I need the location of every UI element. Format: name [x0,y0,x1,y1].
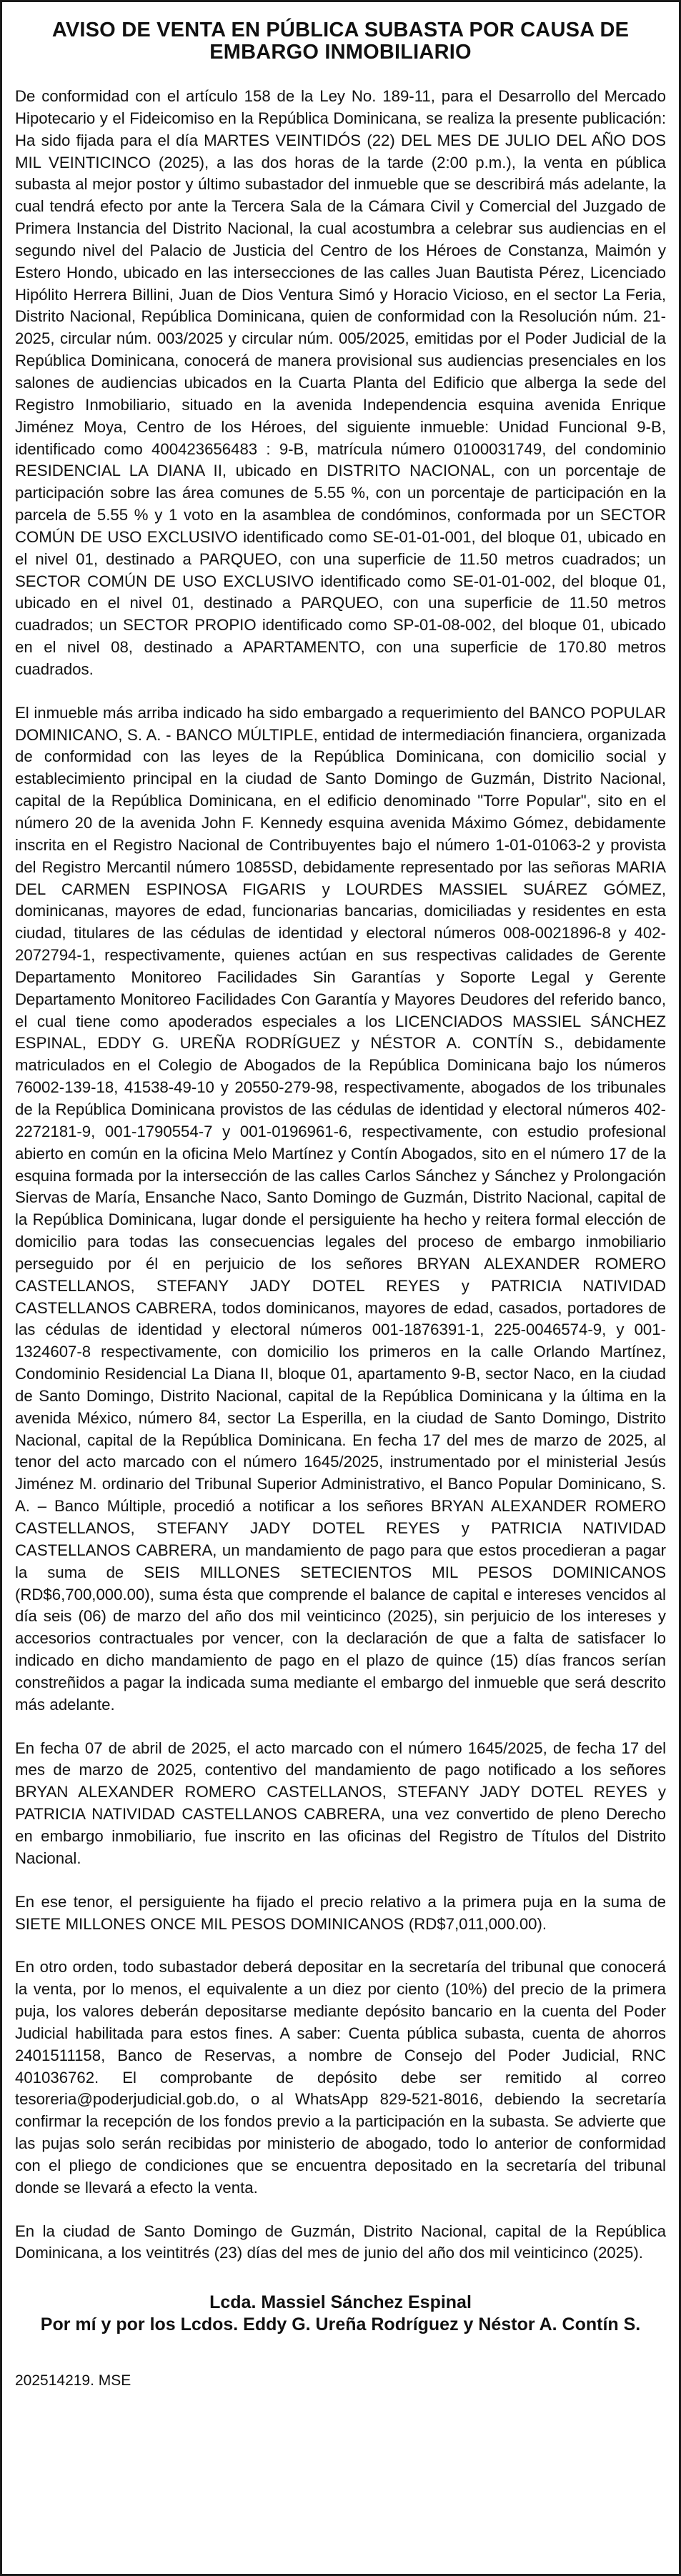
notice-content [15,19,666,2567]
notice-paragraph-place-and-date: En la ciudad de Santo Domingo de Guzmán, Distrito Nacional, capital de la República Dominicana, a los veintitrés (23) días del mes de junio del año dos mil veinticinco (2025). [15,2222,666,2262]
signature-on-behalf: Por mí y por los Lcdos. Eddy G. Ureña Rodríguez y Néstor A. Contín S. [40,2314,641,2335]
notice-title: AVISO DE VENTA EN PÚBLICA SUBASTA POR CAUSA DE EMBARGO INMOBILIARIO [51,19,630,64]
notice-paragraph-deposit-requirements: En otro orden, todo subastador deberá depositar en la secretaría del tribunal que conocerá la venta, por lo menos, el equivalente a un diez por ciento (10%) del precio de la primera puja, los valores deberán depositarse mediante depósito bancario en la cuenta del Poder Judicial habilitada para estos fines. A saber: Cuenta pública subasta, cuenta de ahorros 2401511158, Banco de Reservas, a nombre de Consejo del Poder Judicial, RNC 401036762. El comprobante de depósito debe ser remitido al correo tesoreria@poderjudicial.gob.do, o al WhatsApp 829-521-8016, debiendo la secretaría confirmar la recepción de los fondos previo a la participación en la subasta. Se advierte que las pujas solo serán recibidas por ministerio de abogado, todo lo anterior de conformidad con el pliego de condiciones que se encuentra depositado en la secretaría del tribunal donde se llevará a efecto la venta. [15,1958,666,2197]
notice-paragraph-auction-details: De conformidad con el artículo 158 de la Ley No. 189-11, para el Desarrollo del Mercado Hipotecario y el Fideicomiso en la República Dominicana, se realiza la presente publicación: Ha sido fijada para el día MARTES VEINTIDÓS (22) DEL MES DE JULIO DEL AÑO DOS MIL VEINTICINCO (2025), a las dos horas de la tarde (2:00 p.m.), la venta en pública subasta al mejor postor y último subastador del inmueble que se describirá más adelante, la cual tendrá efecto por ante la Tercera Sala de la Cámara Civil y Comercial del Juzgado de Primera Instancia del Distrito Nacional, la cual acostumbra a celebrar sus audiencias en el segundo nivel del Palacio de Justicia del Centro de los Héroes de Constanza, Maimón y Estero Hondo, ubicado en las intersecciones de las calles Juan Bautista Pérez, Licenciado Hipólito Herrera Billini, Juan de Dios Ventura Simó y Horacio Vicioso, en el sector La Feria, Distrito Nacional, República Dominicana, quien de conformidad con la Resolución núm. 21-2025, circular núm. 003/2025 y circular núm. 005/2025, emitidas por el Poder Judicial de la República Dominicana, conocerá de manera provisional sus audiencias presenciales en los salones de audiencias ubicados en la Cuarta Planta del Edificio que alberga la sede del Registro Inmobiliario, situado en la avenida Independencia esquina avenida Enrique Jiménez Moya, Centro de los Héroes, del siguiente inmueble: Unidad Funcional 9-B, identificado como 400423656483 : 9-B, matrícula número 0100031749, del condominio RESIDENCIAL LA DIANA II, ubicado en DISTRITO NACIONAL, con un porcentaje de participación sobre las área comunes de 5.55 %, con un porcentaje de participación en la parcela de 5.55 % y 1 voto en la asamblea de condóminos, conformada por un SECTOR COMÚN DE USO EXCLUSIVO identificado como SE-01-01-001, del bloque 01, ubicado en el nivel 01, destinado a PARQUEO, con una superficie de 11.50 metros cuadrados; un SECTOR COMÚN DE USO EXCLUSIVO identificado como SE-01-01-002, del bloque 01, ubicado en el nivel 01, destinado a PARQUEO, con una superficie de 11.50 metros cuadrados; un SECTOR PROPIO identificado como SP-01-08-002, del bloque 01, ubicado en el nivel 08, destinado a APARTAMENTO, con una superficie de 170.80 metros cuadrados. [15,87,666,678]
notice-paragraph-registration: En fecha 07 de abril de 2025, el acto marcado con el número 1645/2025, de fecha 17 del mes de marzo de 2025, contentivo del mandamiento de pago notificado a los señores BRYAN ALEXANDER ROMERO CASTELLANOS, STEFANY JADY DOTEL REYES y PATRICIA NATIVIDAD CASTELLANOS CABRERA, una vez convertido de pleno Derecho en embargo inmobiliario, fue inscrito en las oficinas del Registro de Títulos del Distrito Nacional. [15,1739,666,1867]
signature-name: Lcda. Massiel Sánchez Espinal [209,2292,472,2313]
reference-code: 202514219. MSE [15,2372,131,2389]
signature-block [15,2292,666,2336]
notice-paragraph-starting-price: En ese tenor, el persiguiente ha fijado el precio relativo a la primera puja en la suma de SIETE MILLONES ONCE MIL PESOS DOMINICANOS (RD$7,011,000.00). [15,1892,666,1933]
notice-paragraph-seizure-and-demand: El inmueble más arriba indicado ha sido embargado a requerimiento del BANCO POPULAR DOMINICANO, S. A. - BANCO MÚLTIPLE, entidad de intermediación financiera, organizada de conformidad con las leyes de la República Dominicana, con domicilio social y establecimiento principal en la ciudad de Santo Domingo de Guzmán, Distrito Nacional, capital de la República Dominicana, en el edificio denominado "Torre Popular", sito en el número 20 de la avenida John F. Kennedy esquina avenida Máximo Gómez, debidamente inscrita en el Registro Nacional de Contribuyentes bajo el número 1-01-01063-2 y provista del Registro Mercantil número 1085SD, debidamente representado por las señoras MARIA DEL CARMEN ESPINOSA FIGARIS y LOURDES MASSIEL SUÁREZ GÓMEZ, dominicanas, mayores de edad, funcionarias bancarias, domiciliadas y residentes en esta ciudad, titulares de las cédulas de identidad y electoral números 008-0021896-8 y 402-2072794-1, respectivamente, quienes actúan en sus respectivas calidades de Gerente Departamento Monitoreo Facilidades Sin Garantías y Soporte Legal y Gerente Departamento Monitoreo Facilidades Con Garantía y Mayores Deudores del referido banco, el cual tiene como apoderados especiales a los LICENCIADOS MASSIEL SÁNCHEZ ESPINAL, EDDY G. UREÑA RODRÍGUEZ y NÉSTOR A. CONTÍN S., debidamente matriculados en el Colegio de Abogados de la República Dominicana bajo los números 76002-139-18, 41538-49-10 y 20550-279-98, respectivamente, abogados de los tribunales de la República Dominicana provistos de las cédulas de identidad y electoral números 402-2272181-9, 001-1790554-7 y 001-0196961-6, respectivamente, con estudio profesional abierto en común en la oficina Melo Martínez y Contín Abogados, sito en el número 17 de la esquina formada por la intersección de las calles Carlos Sánchez y Sánchez y Prolongación Siervas de María, Ensanche Naco, Santo Domingo de Guzmán, Distrito Nacional, capital de la República Dominicana, lugar donde el persiguiente ha hecho y reitera formal elección de domicilio para todas las consecuencias legales del proceso de embargo inmobiliario perseguido por él en perjuicio de los señores BRYAN ALEXANDER ROMERO CASTELLANOS, STEFANY JADY DOTEL REYES y PATRICIA NATIVIDAD CASTELLANOS CABRERA, todos dominicanos, mayores de edad, casados, portadores de las cédulas de identidad y electoral números 001-1876391-1, 225-0046574-9, y 001-1324607-8 respectivamente, con domicilio los primeros en la calle Orlando Martínez, Condominio Residencial La Diana II, bloque 01, apartamento 9-B, sector Naco, en la ciudad de Santo Domingo, Distrito Nacional, capital de la República Dominicana y la última en la avenida México, número 84, sector La Esperilla, en la ciudad de Santo Domingo, Distrito Nacional, capital de la República Dominicana. En fecha 17 del mes de marzo de 2025, al tenor del acto marcado con el número 1645/2025, instrumentado por el ministerial Jesús Jiménez M. ordinario del Tribunal Superior Administrativo, el Banco Popular Dominicano, S. A. – Banco Múltiple, procedió a notificar a los señores BRYAN ALEXANDER ROMERO CASTELLANOS, STEFANY JADY DOTEL REYES y PATRICIA NATIVIDAD CASTELLANOS CABRERA, un mandamiento de pago para que estos procedieran a pagar la suma de SEIS MILLONES SETECIENTOS MIL PESOS DOMINICANOS (RD$6,700,000.00), suma ésta que comprende el balance de capital e intereses vencidos al día seis (06) de marzo del año dos mil veinticinco (2025), sin perjuicio de los intereses y accesorios contractuales por vencer, con la declaración de que a falta de satisfacer lo indicado en dicho mandamiento de pago en el plazo de quince (15) días francos serían constreñidos a pagar la indicada suma mediante el embargo del inmueble que será descrito más adelante. [15,703,666,1714]
